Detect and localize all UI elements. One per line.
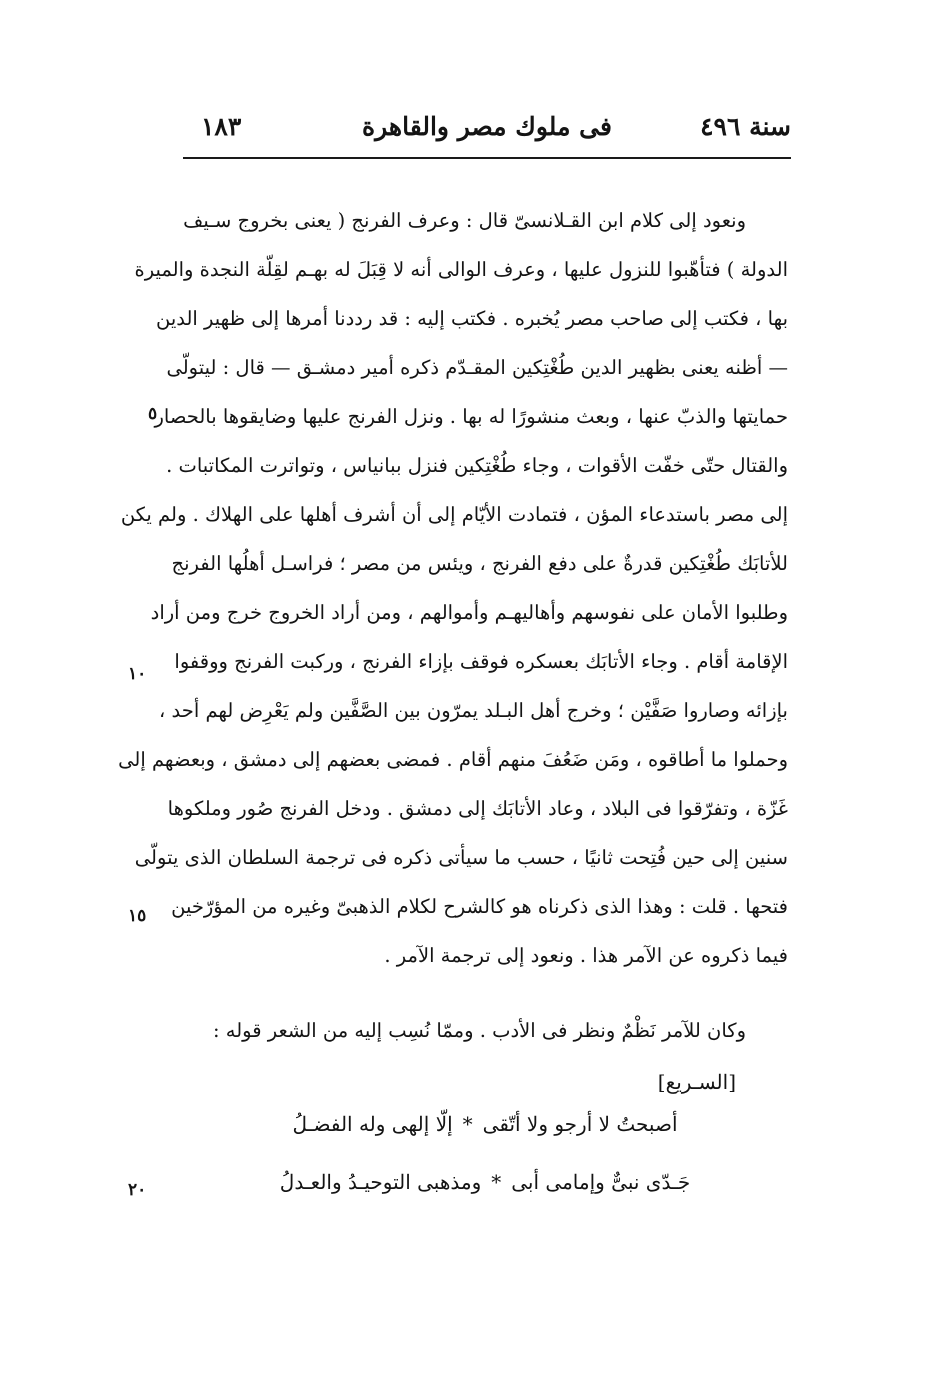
text-line: وحملوا ما أطاقوه ، ومَن ضَعُفَ منهم أقام . فمضى بعضهم إلى دمشق ، وبعضهم إلى xyxy=(118,748,788,771)
margin-line-number: ١٥ xyxy=(128,906,147,926)
text-line: والقتال حتّى خفّت الأقوات ، وجاء طُغْتِكين فنزل ببانياس ، وتواترت المكاتبات . xyxy=(166,454,788,477)
verse-first-hemistich: جَـدّى نبىٌّ وإمامى أبى xyxy=(511,1170,691,1194)
header-rule xyxy=(183,157,791,159)
text-line: للأتابَك طُغْتِكين قدرةٌ على دفع الفرنج ، ويئس من مصر ؛ فراسـل أهلُها الفرنج xyxy=(171,552,788,575)
verse-second-hemistich: إلّا إلهى وله الفضـلُ xyxy=(292,1112,453,1136)
verse-second-hemistich: ومذهبى التوحيـدُ والعـدلُ xyxy=(279,1170,482,1194)
text-line: بها ، فكتب إلى صاحب مصر يُخبره . فكتب إليه : قد رددنا أمرها إلى ظهير الدين xyxy=(155,307,788,330)
margin-line-number: ١٠ xyxy=(128,664,147,684)
poetry-intro-paragraph xyxy=(190,1006,788,1055)
text-line: وكان للآمر نَظْمٌ ونظر فى الأدب . وممّا نُسِب إليه من الشعر قوله : xyxy=(213,1019,746,1042)
margin-line-number: ٢٠ xyxy=(128,1180,147,1200)
text-line: حمايتها والذبّ عنها ، وبعث منشورًا له بها . ونزل الفرنج عليها وضايقوها بالحصار xyxy=(154,405,788,428)
verse-line xyxy=(255,1112,715,1136)
text-line: — أظنه يعنى بظهير الدين طُغْتِكين المقـدّم ذكره أمير دمشـق — قال : ليتولّى xyxy=(166,356,788,379)
text-line: ونعود إلى كلام ابن القـلانسىّ قال : وعرف الفرنج ( يعنى بخروج سـيف xyxy=(183,209,746,232)
margin-line-number: ٥ xyxy=(148,404,158,424)
text-line: فيما ذكروه عن الآمر هذا . ونعود إلى ترجمة الآمر . xyxy=(384,944,788,967)
header-title: فى ملوك مصر والقاهرة xyxy=(362,112,612,141)
verse-separator: * xyxy=(462,1112,473,1136)
text-line: وطلبوا الأمان على نفوسهم وأهاليهـم وأموالهم ، ومن أراد الخروج خرج ومن أراد xyxy=(150,601,788,624)
verse-line xyxy=(255,1170,715,1194)
text-line: بإزائه وصاروا صَفَّيْن ؛ وخرج أهل البـلد يمرّون بين الصَّفَّين ولم يَعْرِض لهم أحد ، xyxy=(159,699,788,722)
poetic-meter-label: [السـريع] xyxy=(657,1070,736,1094)
text-line: سنين إلى حين فُتِحت ثانيًا ، حسب ما سيأتى ذكره فى ترجمة السلطان الذى يتولّى xyxy=(134,846,788,869)
header-year: سنة ٤٩٦ xyxy=(700,112,791,141)
text-line: الإقامة أقام . وجاء الأتابَك بعسكره فوقف بإزاء الفرنج ، وركبت الفرنج ووقفوا xyxy=(174,650,788,673)
text-line: الدولة ) فتأهّبوا للنزول عليها ، وعرف الوالى أنه لا قِبَلَ له بهـم لقِلّة النجدة والميرة xyxy=(134,258,788,281)
text-line: غَزّة ، وتفرّقوا فى البلاد ، وعاد الأتابَك إلى دمشق . ودخل الفرنج صُور وملكوها xyxy=(167,797,788,820)
running-header xyxy=(183,108,791,152)
page-number: ١٨٣ xyxy=(201,112,242,141)
text-line: إلى مصر باستدعاء المؤن ، فتمادت الأيّام إلى أن أشرف أهلها على الهلاك . ولم يكن xyxy=(120,503,788,526)
text-line: فتحها . قلت : وهذا الذى ذكرناه هو كالشرح لكلام الذهبىّ وغيره من المؤرّخين xyxy=(171,895,788,918)
verse-separator: * xyxy=(491,1170,502,1194)
verse-first-hemistich: أصبحتُ لا أرجو ولا أتّقى xyxy=(482,1112,678,1136)
